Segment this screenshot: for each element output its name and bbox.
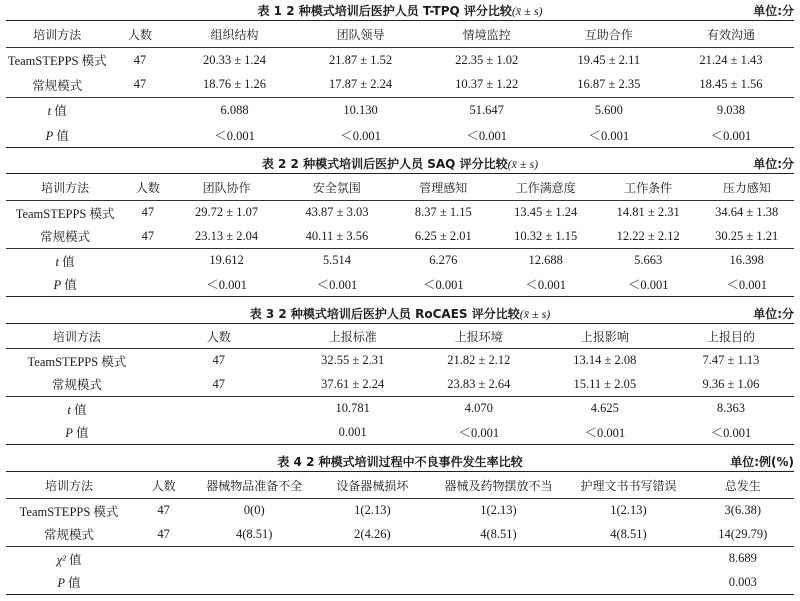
stat-row-p: [6, 273, 794, 297]
table-cell: 47: [141, 205, 155, 220]
stat-value: 8.689: [692, 547, 794, 571]
stat-row-p: [6, 571, 794, 595]
stat-value: ＜0.001: [214, 128, 255, 143]
stat-row-t: [6, 249, 794, 273]
table-cell: 19.45 ± 2.11: [577, 52, 641, 67]
table-cell: TeamSTEPPS 模式: [15, 206, 115, 221]
table-3-formula: (x̄ ± s): [519, 307, 551, 321]
stat-value: [565, 571, 691, 595]
table-cell: 12.22 ± 2.12: [616, 228, 680, 243]
stat-label: P 值: [57, 576, 81, 591]
stat-label: P 值: [45, 128, 69, 143]
column-header: 工作条件: [597, 174, 699, 201]
stat-value: 5.514: [282, 249, 392, 273]
column-header: 培训方法: [6, 472, 132, 499]
table-row: [6, 523, 794, 547]
stat-value: 4.625: [542, 397, 668, 421]
column-header: 培训方法: [6, 21, 108, 48]
stat-value: [195, 547, 313, 571]
table-cell: 4(8.51): [610, 526, 647, 541]
column-header: 上报环境: [416, 324, 542, 349]
table-cell: 18.45 ± 1.56: [699, 77, 763, 92]
stat-label: t 值: [6, 397, 148, 421]
stat-label: t 值: [6, 98, 108, 123]
stat-value: ＜0.001: [710, 128, 752, 143]
stat-value: ＜0.001: [627, 278, 669, 293]
table-cell: 14.81 ± 2.31: [616, 205, 680, 220]
table-cell: 13.14 ± 2.08: [573, 353, 637, 368]
column-header: 器械物品准备不全: [195, 472, 313, 499]
table-cell: 20.33 ± 1.24: [202, 52, 267, 67]
stat-value: ＜0.001: [525, 278, 567, 293]
column-header: 安全氛围: [282, 174, 392, 201]
column-header: 器械及药物摆放不当: [431, 472, 565, 499]
table-cell: 23.13 ± 2.04: [195, 228, 259, 243]
column-header: 培训方法: [6, 174, 124, 201]
table-cell: 47: [133, 77, 147, 92]
table-cell: 30.25 ± 1.21: [715, 228, 779, 243]
table-3-title: 表 3 2 种模式培训后医护人员 RoCAES 评分比较: [249, 307, 520, 321]
column-header: 总发生: [692, 472, 794, 499]
table-cell: 常规模式: [32, 78, 83, 93]
column-header: 人数: [108, 21, 171, 48]
table-cell: 47: [133, 52, 147, 67]
table-cell: 10.37 ± 1.22: [455, 77, 519, 92]
stat-label: P 值: [53, 278, 77, 293]
stat-value: ＜0.001: [584, 426, 626, 441]
table-cell: 2(4.26): [354, 526, 391, 541]
table-1-title: 表 1 2 种模式培训后医护人员 T-TPQ 评分比较: [257, 4, 512, 18]
table-cell: 6.25 ± 2.01: [414, 228, 472, 243]
stat-value: ＜0.001: [340, 128, 381, 143]
table-cell: TeamSTEPPS 模式: [19, 504, 119, 519]
table-cell: 1(2.13): [610, 503, 647, 518]
stat-row-t: [6, 98, 794, 123]
table-cell: 21.87 ± 1.52: [329, 52, 393, 67]
table-row: [6, 349, 794, 373]
column-header: 管理感知: [392, 174, 494, 201]
table-cell: 4(8.51): [235, 526, 273, 541]
table-1: [6, 20, 794, 148]
stat-value: [313, 571, 431, 595]
table-cell: 10.32 ± 1.15: [514, 228, 578, 243]
table-cell: 47: [212, 376, 225, 391]
table-cell: 32.55 ± 2.31: [321, 353, 385, 368]
stat-value: ＜0.001: [466, 128, 507, 143]
stat-value: 0.001: [338, 424, 367, 439]
table-3-caption: [6, 303, 794, 323]
stat-row-p: [6, 123, 794, 148]
table-4-section: [6, 451, 794, 595]
stat-value: [431, 571, 565, 595]
column-header: 护理文书书写错误: [565, 472, 691, 499]
table-4: [6, 471, 794, 595]
stat-value: ＜0.001: [710, 426, 752, 441]
column-header: 上报目的: [668, 324, 794, 349]
column-header: 组织结构: [171, 21, 297, 48]
table-cell: 17.87 ± 2.24: [329, 77, 393, 92]
stat-value: [431, 547, 565, 571]
stat-value: ＜0.001: [316, 278, 358, 293]
stat-value: ＜0.001: [206, 278, 247, 293]
column-header: 设备器械损坏: [313, 472, 431, 499]
table-2-section: [6, 153, 794, 297]
column-header: 人数: [148, 324, 290, 349]
table-cell: 21.82 ± 2.12: [447, 353, 511, 368]
stat-value: [313, 547, 431, 571]
table-cell: 常规模式: [51, 378, 102, 393]
table-cell: 1(2.13): [354, 503, 391, 518]
column-header: 培训方法: [6, 324, 148, 349]
table-2-unit: 单位:分: [753, 157, 794, 171]
table-4-header-row: [6, 472, 794, 499]
column-header: 上报标准: [290, 324, 416, 349]
stat-value: [565, 547, 691, 571]
stat-label: P 值: [65, 426, 89, 441]
column-header: 团队协作: [171, 174, 281, 201]
stat-row-p: [6, 421, 794, 445]
table-cell: 23.83 ± 2.64: [447, 376, 511, 391]
table-3-unit: 单位:分: [753, 307, 794, 321]
stat-label: χ² 值: [6, 547, 132, 571]
table-cell: 34.64 ± 1.38: [715, 205, 779, 220]
table-3: [6, 323, 794, 445]
stat-row-chi2: [6, 547, 794, 571]
column-header: 压力感知: [699, 174, 794, 201]
stat-value: 10.130: [298, 98, 424, 123]
column-header: 人数: [132, 472, 195, 499]
table-row: [6, 225, 794, 249]
stat-value: 5.663: [597, 249, 699, 273]
table-row: [6, 499, 794, 523]
stat-value: [195, 571, 313, 595]
table-2-caption: [6, 153, 794, 173]
table-2-header-row: [6, 174, 794, 201]
table-1-caption: [6, 0, 794, 20]
table-cell: 4(8.51): [480, 526, 517, 541]
table-3-section: [6, 303, 794, 445]
table-4-title: 表 4 2 种模式培训过程中不良事件发生率比较: [277, 455, 523, 469]
column-header: 情境监控: [424, 21, 550, 48]
stat-value: 6.088: [171, 98, 297, 123]
table-1-header-row: [6, 21, 794, 48]
table-cell: 47: [157, 526, 170, 541]
table-1-unit: 单位:分: [753, 4, 794, 18]
table-cell: 47: [157, 503, 170, 518]
table-cell: 16.87 ± 2.35: [577, 77, 641, 92]
column-header: 有效沟通: [668, 21, 794, 48]
table-2: [6, 173, 794, 297]
stat-value: 19.612: [171, 249, 281, 273]
table-4-unit: 单位:例(%): [730, 455, 794, 469]
column-header: 人数: [124, 174, 171, 201]
table-cell: 47: [141, 228, 155, 243]
table-cell: 22.35 ± 1.02: [455, 52, 519, 67]
column-header: 上报影响: [542, 324, 668, 349]
table-cell: 40.11 ± 3.56: [305, 228, 369, 243]
column-header: 团队领导: [298, 21, 424, 48]
table-cell: 3(6.38): [724, 503, 761, 518]
table-cell: 29.72 ± 1.07: [195, 205, 259, 220]
table-cell: 9.36 ± 1.06: [702, 376, 760, 391]
table-2-title: 表 2 2 种模式培训后医护人员 SAQ 评分比较: [261, 157, 508, 171]
table-cell: 43.87 ± 3.03: [305, 205, 369, 220]
stat-value: ＜0.001: [588, 128, 630, 143]
table-row: [6, 201, 794, 225]
table-cell: 37.61 ± 2.24: [321, 376, 385, 391]
stat-value: 10.781: [290, 397, 416, 421]
table-cell: 21.24 ± 1.43: [699, 52, 763, 67]
stat-value: ＜0.001: [458, 426, 500, 441]
stat-value: 51.647: [424, 98, 550, 123]
stat-value: 9.038: [668, 98, 794, 123]
column-header: 互助合作: [550, 21, 668, 48]
stat-value: ＜0.001: [726, 278, 768, 293]
stat-row-t: [6, 397, 794, 421]
table-cell: 47: [212, 353, 225, 368]
table-row: [6, 373, 794, 397]
stat-value: 5.600: [550, 98, 668, 123]
table-cell: 15.11 ± 2.05: [573, 376, 637, 391]
table-cell: 常规模式: [40, 230, 91, 245]
table-cell: 7.47 ± 1.13: [702, 353, 760, 368]
table-row: [6, 48, 794, 73]
table-2-formula: (x̄ ± s): [507, 157, 539, 171]
table-cell: TeamSTEPPS 模式: [7, 54, 107, 69]
table-3-header-row: [6, 324, 794, 349]
table-4-caption: [6, 451, 794, 471]
table-cell: 常规模式: [44, 528, 95, 543]
stat-value: 8.363: [668, 397, 794, 421]
table-1-section: [6, 0, 794, 148]
stat-value: 0.003: [728, 574, 757, 589]
table-row: [6, 73, 794, 98]
table-cell: 8.37 ± 1.15: [414, 205, 472, 220]
table-cell: 13.45 ± 1.24: [514, 205, 578, 220]
table-cell: 0(0): [243, 503, 265, 518]
table-cell: 14(29.79): [718, 526, 768, 541]
table-cell: 18.76 ± 1.26: [202, 77, 267, 92]
stat-value: 4.070: [416, 397, 542, 421]
table-1-formula: (x̄ ± s): [511, 4, 543, 18]
stat-value: 12.688: [495, 249, 597, 273]
stat-value: 16.398: [699, 249, 794, 273]
stat-label: t 值: [6, 249, 124, 273]
stat-value: ＜0.001: [422, 278, 464, 293]
table-cell: TeamSTEPPS 模式: [27, 354, 127, 369]
stat-value: 6.276: [392, 249, 494, 273]
column-header: 工作满意度: [495, 174, 597, 201]
table-cell: 1(2.13): [480, 503, 517, 518]
